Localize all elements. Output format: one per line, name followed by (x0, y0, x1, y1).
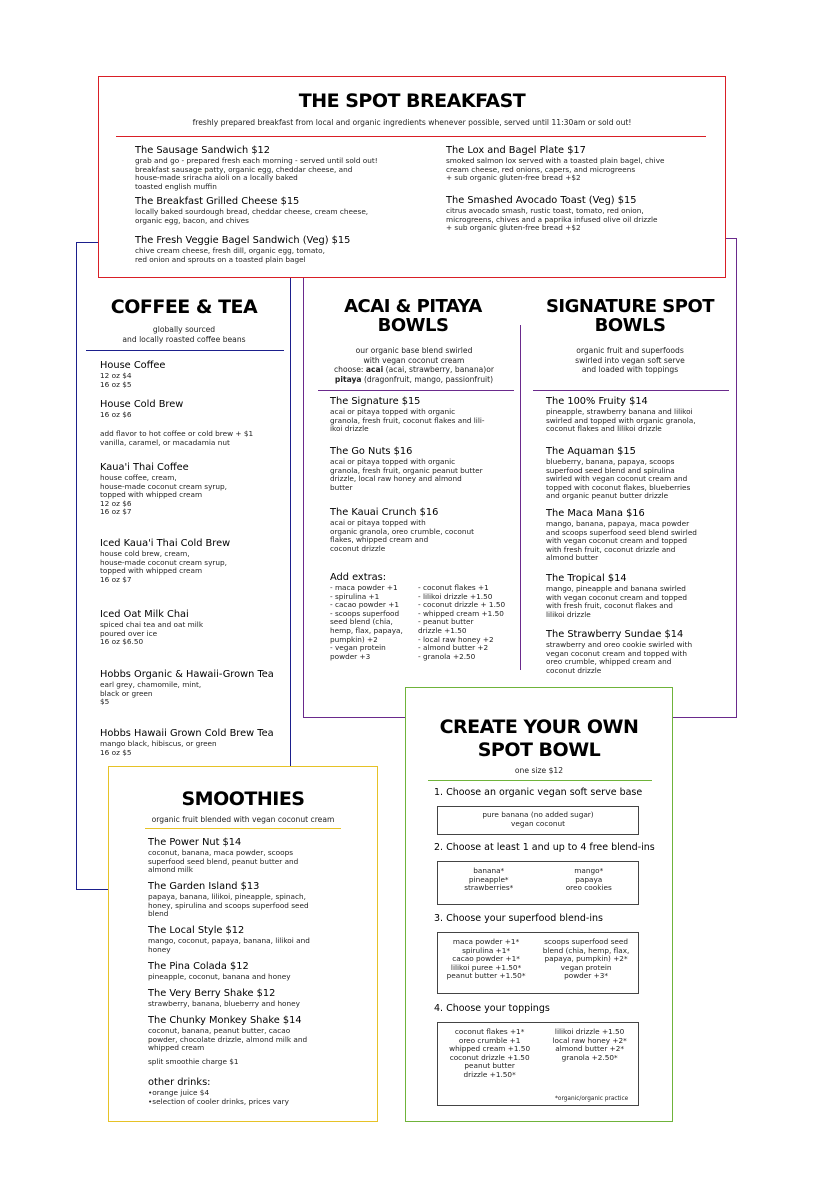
coffee-tea-title: COFFEE & TEA (110, 296, 258, 318)
breakfast-item-desc: citrus avocado smash, rustic toast, tomato, red onion, microgreens, chives and a paprika infused olive oil drizzle + sub organic gluten-free bread +$2 (446, 206, 658, 233)
breakfast-title: THE SPOT BREAKFAST (298, 90, 526, 112)
breakfast-item-name: The Fresh Veggie Bagel Sandwich (Veg) $15 (135, 235, 351, 246)
base-options: pure banana (no added sugar) vegan coconut (482, 810, 594, 828)
smoothie-name: The Garden Island $13 (148, 881, 260, 892)
signature-divider (533, 390, 729, 391)
smoothie-item (148, 925, 368, 954)
smoothie-name: The Very Berry Shake $12 (148, 988, 276, 999)
breakfast-item (135, 145, 425, 191)
signature-bowl-desc: mango, banana, papaya, maca powder and scoops superfood seed blend swirled with vegan coconut cream and topped with fresh fruit, coconut drizzle and almond butter (546, 519, 697, 563)
smoothie-desc: coconut, banana, maca powder, scoops superfood seed blend, peanut butter and almond milk (148, 848, 299, 875)
coffee-item (100, 399, 285, 420)
acai-pitaya-title: ACAI & PITAYA BOWLS (344, 296, 482, 336)
toppings-left: coconut flakes +1* oreo crumble +1 whipped cream +1.50 coconut drizzle +1.50 peanut butter drizzle +1.50* (449, 1027, 531, 1079)
breakfast-item (446, 195, 716, 233)
acai-bowl-name: The Signature $15 (330, 396, 421, 407)
acai-bowl-item (330, 446, 515, 492)
signature-bowl-item (546, 508, 731, 563)
coffee-flavor-desc: add flavor to hot coffee or cold brew + $1 vanilla, caramel, or macadamia nut (100, 429, 254, 447)
coffee-tea-divider (86, 350, 284, 351)
create-step-3: 3. Choose your superfood blend-ins (434, 913, 603, 924)
create-subtitle: one size $12 (514, 766, 564, 775)
acai-extras-right: - coconut flakes +1 - lilikoi drizzle +1.50 - coconut drizzle + 1.50 - whipped cream +1.50 - peanut butter drizzle +1.50 - local raw honey +2 - almond butter +2 - granola +2.50 (418, 583, 506, 661)
pitaya-label: pitaya (334, 374, 362, 384)
coffee-item (100, 728, 285, 757)
signature-bowl-desc: mango, pineapple and banana swirled with vegan coconut cream and topped with fresh fruit, coconut flakes and lilikoi drizzle (546, 584, 688, 619)
coffee-item (100, 462, 285, 517)
coffee-item (100, 669, 285, 707)
coffee-tea-subtitle: globally sourced and locally roasted coffee beans (122, 325, 246, 344)
coffee-item-name: Hobbs Hawaii Grown Cold Brew Tea (100, 728, 274, 739)
breakfast-item-desc: locally baked sourdough bread, cheddar cheese, cream cheese, organic egg, bacon, and chives (135, 207, 369, 225)
other-drinks-title: other drinks: (148, 1077, 211, 1088)
smoothie-name: The Local Style $12 (148, 925, 245, 936)
signature-bowl-item (546, 446, 731, 501)
create-title: CREATE YOUR OWN SPOT BOWL (439, 716, 639, 761)
breakfast-item-desc: grab and go - prepared fresh each morning - served until sold out! breakfast sausage patty, organic egg, cheddar cheese, and house-made sriracha aioli on a locally baked toasted english muffin (135, 156, 378, 191)
smoothie-item (148, 837, 368, 875)
coffee-item-desc: mango black, hibiscus, or green 16 oz $5 (100, 739, 217, 757)
signature-bowl-desc: strawberry and oreo cookie swirled with vegan coconut cream and topped with oreo crumble, whipped cream and coconut drizzle (546, 640, 693, 675)
coffee-item-name: Kaua'i Thai Coffee (100, 462, 189, 473)
signature-bowl-name: The Tropical $14 (546, 573, 627, 584)
breakfast-item (135, 235, 425, 264)
superfood-left: maca powder +1* spirulina +1* cacao powder +1* lilikoi puree +1.50* peanut butter +1.50* (446, 937, 526, 981)
create-step-2: 2. Choose at least 1 and up to 4 free blend-ins (434, 842, 655, 853)
smoothie-split-charge: split smoothie charge $1 (148, 1057, 239, 1066)
coffee-item-desc: 16 oz $6 (100, 410, 132, 419)
bowls-vertical-divider (520, 325, 521, 670)
smoothie-item (148, 988, 368, 1009)
create-divider (428, 780, 652, 781)
signature-bowl-name: The Maca Mana $16 (546, 508, 645, 519)
smoothie-desc: strawberry, banana, blueberry and honey (148, 999, 300, 1008)
create-step-4: 4. Choose your toppings (434, 1003, 550, 1014)
acai-bowl-name: The Kauai Crunch $16 (330, 507, 439, 518)
organic-footnote: *organic/organic practice (555, 1096, 629, 1102)
coffee-item-name: Hobbs Organic & Hawaii-Grown Tea (100, 669, 274, 680)
smoothies-title: SMOOTHIES (181, 788, 305, 810)
breakfast-item-name: The Breakfast Grilled Cheese $15 (135, 196, 300, 207)
acai-base-desc: our organic base blend swirled with vegan coconut cream (355, 346, 473, 365)
other-drinks-list: •orange juice $4 •selection of cooler drinks, prices vary (148, 1088, 289, 1106)
smoothie-item (148, 1015, 368, 1053)
signature-bowl-name: The 100% Fruity $14 (546, 396, 648, 407)
breakfast-item-name: The Lox and Bagel Plate $17 (446, 145, 586, 156)
superfood-box (437, 932, 639, 994)
breakfast-subtitle: freshly prepared breakfast from local and organic ingredients whenever possible, served until 11:30am or sold out! (192, 118, 632, 127)
breakfast-item-name: The Smashed Avocado Toast (Veg) $15 (446, 195, 637, 206)
coffee-item-desc: spiced chai tea and oat milk poured over ice 16 oz $6.50 (100, 620, 204, 647)
smoothie-name: The Pina Colada $12 (148, 961, 249, 972)
coffee-item (100, 538, 285, 584)
acai-bowl-item (330, 396, 515, 434)
pitaya-desc: (dragonfruit, mango, passionfruit) (361, 374, 494, 384)
superfood-right: scoops superfood seed blend (chia, hemp, flax, papaya, pumpkin) +2* vegan protein powder +3* (542, 937, 630, 981)
coffee-item-desc: earl grey, chamomile, mint, black or green $5 (100, 680, 202, 707)
signature-bowl-name: The Strawberry Sundae $14 (546, 629, 684, 640)
smoothie-name: The Chunky Monkey Shake $14 (148, 1015, 302, 1026)
acai-extras-left: - maca powder +1 - spirulina +1 - cacao powder +1 - scoops superfood seed blend (chia, hemp, flax, papaya, pumpkin) +2 - vegan protein powder +3 (330, 583, 403, 661)
signature-bowl-item (546, 573, 731, 619)
signature-bowl-desc: blueberry, banana, papaya, scoops superfood seed blend and spirulina swirled with vegan coconut cream and topped with coconut flakes, blueberries and organic peanut butter drizzle (546, 457, 691, 501)
acai-bowl-desc: acai or pitaya topped with organic granola, fresh fruit, organic peanut butter drizzle, local raw honey and almond butter (330, 457, 483, 492)
smoothie-name: The Power Nut $14 (148, 837, 242, 848)
acai-extras (330, 572, 520, 661)
signature-bowl-desc: pineapple, strawberry banana and lilikoi swirled and topped with organic granola, coconut flakes and lilikoi drizzle (546, 407, 696, 434)
base-options-box (437, 806, 639, 835)
smoothie-desc: coconut, banana, peanut butter, cacao powder, chocolate drizzle, almond milk and whipped cream (148, 1026, 308, 1053)
acai-bowl-desc: acai or pitaya topped with organic granola, fresh fruit, coconut flakes and lili- ikoi drizzle (330, 407, 485, 434)
smoothies-subtitle: organic fruit blended with vegan coconut cream (151, 815, 335, 824)
acai-bowl-desc: acai or pitaya topped with organic granola, oreo crumble, coconut flakes, whipped cream and coconut drizzle (330, 518, 474, 553)
toppings-right: lilikoi drizzle +1.50 local raw honey +2* almond butter +2* granola +2.50* (552, 1027, 627, 1062)
acai-bowl-item (330, 507, 515, 553)
smoothie-item (148, 881, 368, 919)
coffee-flavor-note (100, 430, 290, 447)
coffee-item-desc: house coffee, cream, house-made coconut cream syrup, topped with whipped cream 12 oz $6 16 oz $7 (100, 473, 227, 517)
smoothie-item (148, 961, 368, 982)
blend-ins-left: banana* pineapple* strawberries* (464, 866, 514, 893)
blend-ins-right: mango* papaya oreo cookies (565, 866, 612, 893)
coffee-item-desc: house cold brew, cream, house-made coconut cream syrup, topped with whipped cream 16 oz $7 (100, 549, 227, 584)
create-step-1: 1. Choose an organic vegan soft serve base (434, 787, 643, 798)
toppings-box (437, 1022, 639, 1106)
breakfast-item (135, 196, 425, 225)
signature-bowl-name: The Aquaman $15 (546, 446, 636, 457)
signature-bowls-title: SIGNATURE SPOT BOWLS (545, 296, 715, 336)
smoothie-desc: pineapple, coconut, banana and honey (148, 972, 291, 981)
acai-pitaya-subtitle (316, 346, 512, 384)
breakfast-divider (116, 136, 706, 137)
coffee-item-name: Iced Kaua'i Thai Cold Brew (100, 538, 231, 549)
other-drinks (148, 1077, 368, 1106)
breakfast-item-desc: chive cream cheese, fresh dill, organic egg, tomato, red onion and sprouts on a toasted plain bagel (135, 246, 325, 264)
coffee-item-name: House Coffee (100, 360, 166, 371)
coffee-item (100, 360, 285, 389)
smoothies-divider (145, 828, 341, 829)
breakfast-item-name: The Sausage Sandwich $12 (135, 145, 271, 156)
signature-bowl-item (546, 396, 731, 434)
smoothie-desc: papaya, banana, lilikoi, pineapple, spinach, honey, spirulina and scoops superfood seed blend (148, 892, 309, 919)
blend-ins-box (437, 861, 639, 905)
coffee-item-desc: 12 oz $4 16 oz $5 (100, 371, 132, 389)
acai-choose-label: choose: (333, 365, 366, 374)
coffee-item-name: Iced Oat Milk Chai (100, 609, 189, 620)
signature-bowls-subtitle: organic fruit and superfoods swirled into vegan soft serve and loaded with toppings (575, 346, 685, 374)
coffee-item (100, 609, 285, 647)
coffee-item-name: House Cold Brew (100, 399, 184, 410)
signature-bowl-item (546, 629, 731, 675)
acai-desc: (acai, strawberry, banana)or (383, 365, 495, 374)
smoothie-desc: mango, coconut, papaya, banana, lilikoi and honey (148, 936, 310, 954)
breakfast-item-desc: smoked salmon lox served with a toasted plain bagel, chive cream cheese, red onions, capers, and microgreens + sub organic gluten-free bread +$2 (446, 156, 665, 183)
acai-bowl-name: The Go Nuts $16 (330, 446, 413, 457)
breakfast-item (446, 145, 716, 183)
acai-divider (318, 390, 514, 391)
acai-label: acai (365, 365, 384, 374)
acai-extras-title: Add extras: (330, 572, 387, 583)
